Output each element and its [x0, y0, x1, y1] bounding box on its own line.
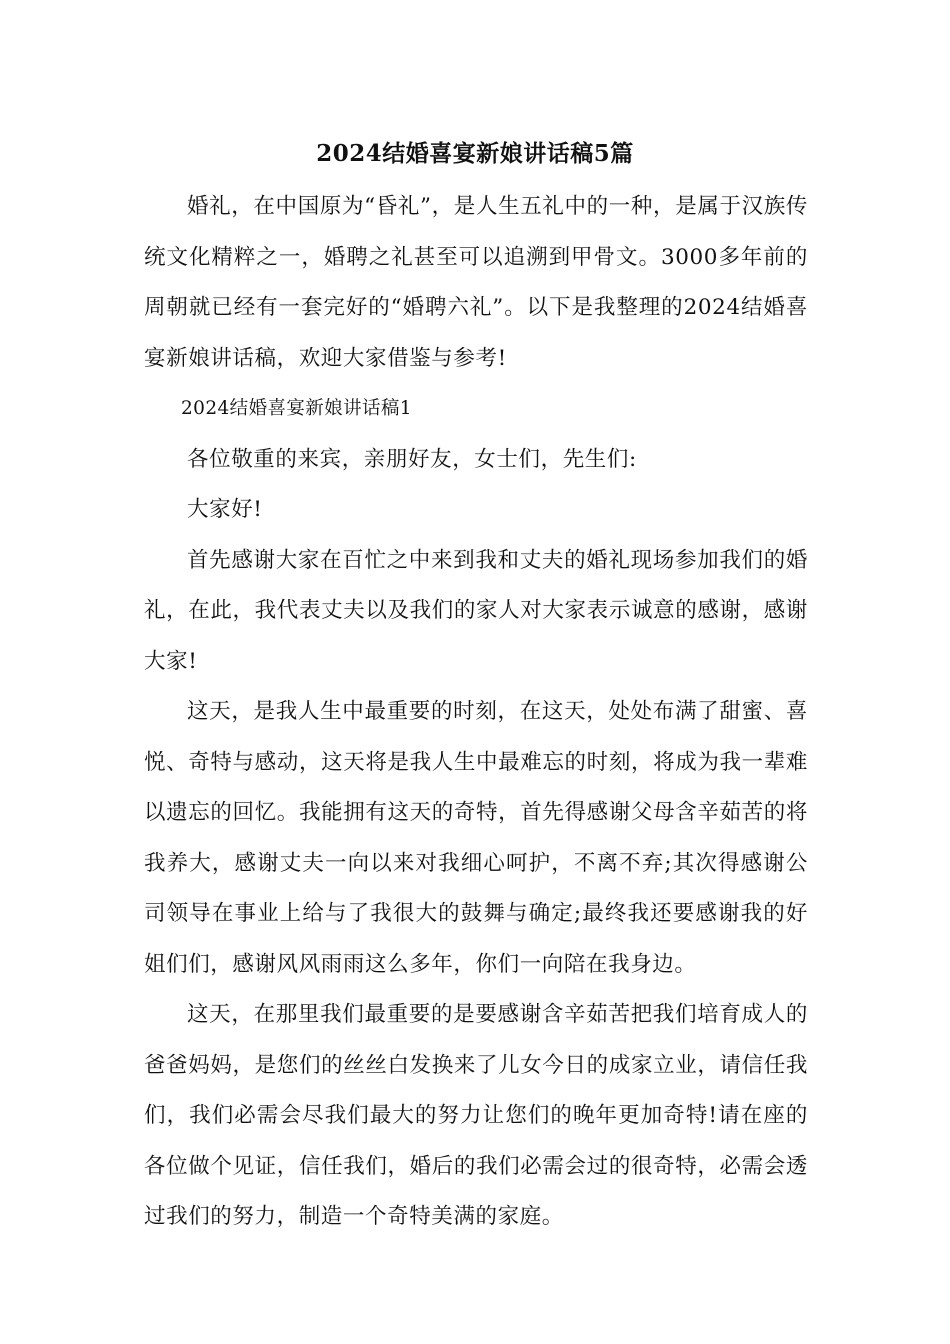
document-title: 2024结婚喜宴新娘讲话稿5篇 [316, 140, 634, 167]
speech-heading: 2024结婚喜宴新娘讲话稿1 [181, 398, 412, 419]
intro-paragraph: 婚礼，在中国原为“昏礼”，是人生五礼中的一种，是属于汉族传统文化精粹之一，婚聘之礼甚至可以追溯到甲骨文。3000多年前的周朝就已经有一套完好的“婚聘六礼”。以下是我整理的2024结婚喜宴新娘讲话稿，欢迎大家借鉴与参考! [144, 194, 808, 371]
thanks-paragraph: 首先感谢大家在百忙之中来到我和丈夫的婚礼现场参加我们的婚礼，在此，我代表丈夫以及我们的家人对大家表示诚意的感谢，感谢大家! [144, 547, 808, 674]
greeting-paragraph: 大家好! [187, 497, 263, 522]
memory-paragraph: 这天，是我人生中最重要的时刻，在这天，处处布满了甜蜜、喜悦、奇特与感动，这天将是我人生中最难忘的时刻，将成为我一辈难以遗忘的回忆。我能拥有这天的奇特，首先得感谢父母含辛茹苦的将我养大，感谢丈夫一向以来对我细心呵护，不离不弃;其次得感谢公司领导在事业上给与了我很大的鼓舞与确定;最终我还要感谢我的好姐们们，感谢风风雨雨这么多年，你们一向陪在我身边。 [144, 699, 808, 977]
salutation-paragraph: 各位敬重的来宾，亲朋好友，女士们，先生们: [187, 446, 637, 472]
document-body [144, 182, 808, 1243]
parents-paragraph: 这天，在那里我们最重要的是要感谢含辛茹苦把我们培育成人的爸爸妈妈，是您们的丝丝白发换来了儿女今日的成家立业，请信任我们，我们必需会尽我们最大的努力让您们的晚年更加奇特!请在座的各位做个见证，信任我们，婚后的我们必需会过的很奇特，必需会透过我们的努力，制造一个奇特美满的家庭。 [144, 1002, 808, 1229]
